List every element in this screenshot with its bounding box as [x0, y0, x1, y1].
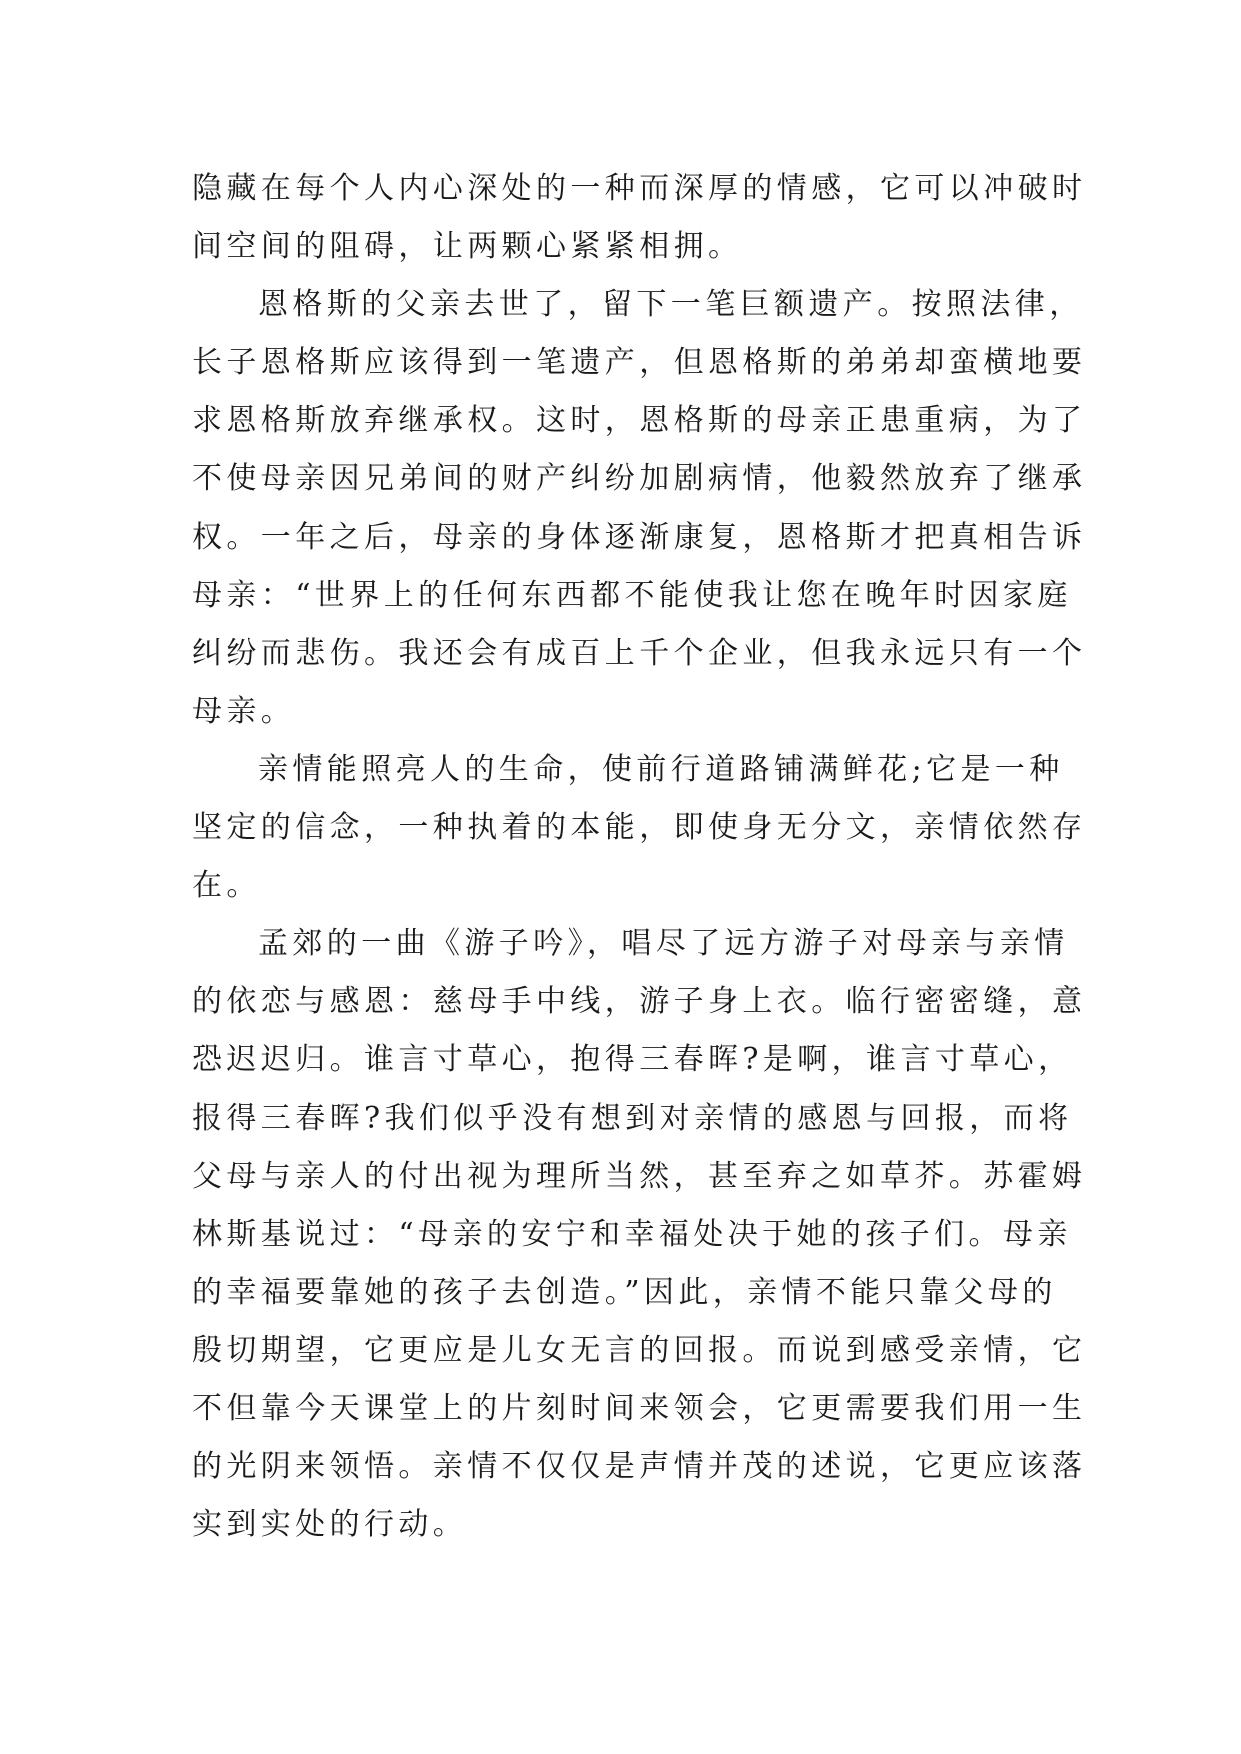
text-line: 坚定的信念，一种执着的本能，即使身无分文，亲情依然存: [192, 810, 1087, 846]
text-line: 不但靠今天课堂上的片刻时间来领会，它更需要我们用一生: [192, 1390, 1087, 1426]
text-line: 殷切期望，它更应是儿女无言的回报。而说到感受亲情，它: [192, 1332, 1087, 1368]
text-line: 的依恋与感恩：慈母手中线，游子身上衣。临行密密缝，意: [192, 984, 1087, 1020]
text-line: 的光阴来领悟。亲情不仅仅是声情并茂的述说，它更应该落: [192, 1449, 1087, 1485]
text-line: 求恩格斯放弃继承权。这时，恩格斯的母亲正患重病，为了: [192, 403, 1087, 439]
text-line: 在。: [192, 868, 261, 904]
text-line: 实到实处的行动。: [192, 1507, 468, 1543]
body-text: [192, 160, 1087, 1554]
text-line: 报得三春晖?我们似乎没有想到对亲情的感恩与回报，而将: [192, 1100, 1073, 1136]
text-line: 恩格斯的父亲去世了，留下一笔巨额遗产。按照法律，: [258, 287, 1084, 323]
text-line: 隐藏在每个人内心深处的一种而深厚的情感，它可以冲破时: [192, 171, 1087, 206]
text-line: 父母与亲人的付出视为理所当然，甚至弃之如草芥。苏霍姆: [192, 1158, 1087, 1194]
text-line: 母亲：“世界上的任何东西都不能使我让您在晚年时因家庭: [192, 577, 1072, 613]
text-line: 林斯基说过：“母亲的安宁和幸福处决于她的孩子们。母亲: [192, 1216, 1072, 1252]
text-line: 亲情能照亮人的生命，使前行道路铺满鲜花;它是一种: [258, 751, 1064, 787]
text-line: 长子恩格斯应该得到一笔遗产，但恩格斯的弟弟却蛮横地要: [192, 345, 1087, 381]
text-line: 纠纷而悲伤。我还会有成百上千个企业，但我永远只有一个: [192, 635, 1087, 671]
text-line: 不使母亲因兄弟间的财产纠纷加剧病情，他毅然放弃了继承: [192, 461, 1087, 497]
text-line: 恐迟迟归。谁言寸草心，抱得三春晖?是啊，谁言寸草心，: [192, 1042, 1073, 1078]
text-line: 的幸福要靠她的孩子去创造。”因此，亲情不能只靠父母的: [192, 1274, 1057, 1310]
text-line: 间空间的阻碍，让两颗心紧紧相拥。: [192, 229, 743, 265]
text-line: 母亲。: [192, 693, 296, 729]
text-line: 权。一年之后，母亲的身体逐渐康复，恩格斯才把真相告诉: [192, 519, 1087, 555]
text-line: 孟郊的一曲《游子吟》，唱尽了远方游子对母亲与亲情: [258, 926, 1069, 962]
